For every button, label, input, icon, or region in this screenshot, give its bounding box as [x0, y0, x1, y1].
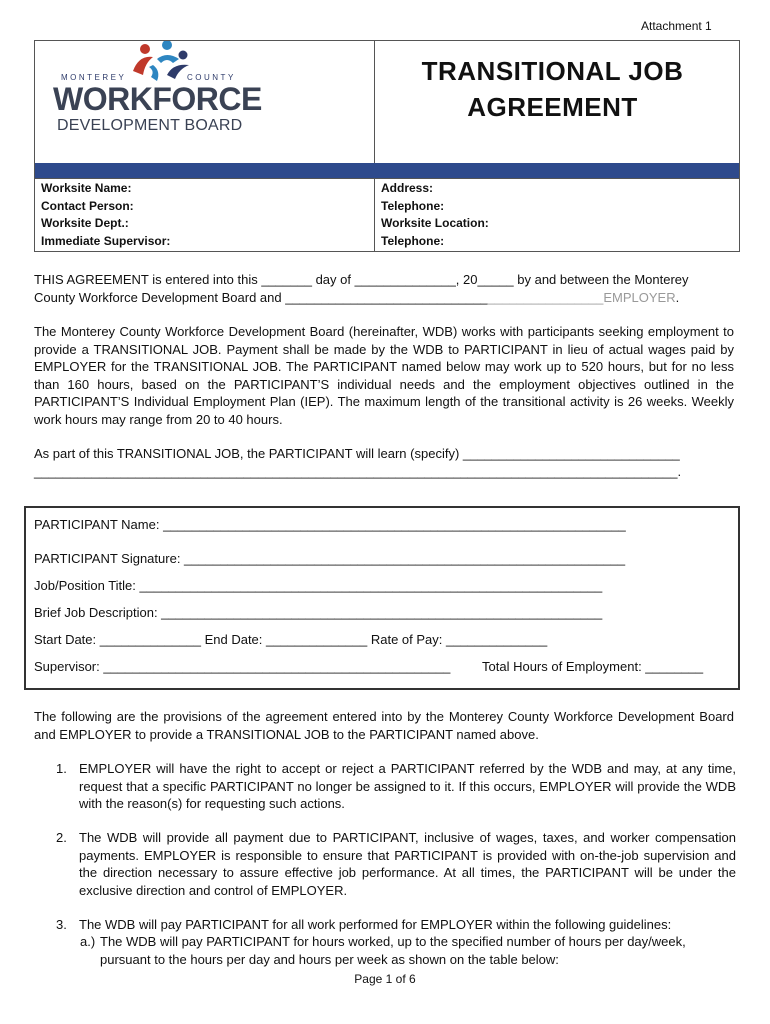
- participant-name-field: PARTICIPANT Name: ________________________________________________________________: [34, 517, 626, 532]
- provisions-intro: The following are the provisions of the agreement entered into by the Monterey County Workforce Development Board and EMPLOYER to provide a TRANSITIONAL JOB to the PARTICIPANT named above.: [34, 709, 734, 742]
- attachment-label: Attachment 1: [641, 19, 712, 33]
- address-label: Address:: [381, 181, 434, 195]
- immediate-supervisor-label: Immediate Supervisor:: [41, 233, 171, 248]
- column-divider: [374, 41, 375, 251]
- supervisor-telephone-label: Telephone:: [381, 233, 445, 248]
- telephone-label: Telephone:: [381, 198, 445, 213]
- provision-2: [56, 829, 736, 899]
- contact-person-label: Contact Person:: [41, 198, 134, 213]
- page-number: Page 1 of 6: [354, 972, 416, 986]
- intro-line-1: THIS AGREEMENT is entered into this _______ day of ______________, 20_____ by and between the Monterey: [34, 272, 689, 287]
- provision-1: [56, 760, 736, 813]
- worksite-location-label: Worksite Location:: [381, 216, 489, 230]
- worksite-dept-label: Worksite Dept.:: [41, 216, 129, 230]
- participant-signature-field: PARTICIPANT Signature: _____________________________________________________________: [34, 551, 626, 566]
- learn-line-1: As part of this TRANSITIONAL JOB, the PARTICIPANT will learn (specify) ______________________________: [34, 446, 680, 461]
- intro-line-2-text: County Workforce Development Board and ____________________________: [34, 289, 488, 305]
- provision-3-number: 3.: [56, 917, 67, 932]
- provision-1-text: EMPLOYER will have the right to accept or reject a PARTICIPANT referred by the WDB and may, at any time, request that a specific PARTICIPANT no longer be assigned to it. If this occurs, EMPLOYER will provide the WDB with the reason(s) for requesting such actions.: [79, 761, 736, 811]
- title-line-1: TRANSITIONAL JOB: [421, 56, 684, 86]
- wdb-logo: [53, 41, 262, 151]
- job-description-field: Brief Job Description: _____________________________________________________________: [34, 605, 603, 620]
- job-title-field: Job/Position Title: ________________________________________________________________: [34, 578, 603, 593]
- supervisor-field: Supervisor: ________________________________________________: [34, 659, 451, 674]
- provision-3a: [80, 933, 736, 968]
- logo-development-board: DEVELOPMENT BOARD: [57, 117, 243, 134]
- provision-3: [56, 916, 736, 934]
- worksite-fields-right: [381, 180, 489, 250]
- provision-3a-number: a.): [80, 934, 96, 949]
- learn-line-2: _________________________________________________________________________________________.: [34, 463, 682, 479]
- provision-3a-text: The WDB will pay PARTICIPANT for hours worked, up to the specified number of hours per day/week, pursuant to the hours per day and hours per week as shown on the table below:: [100, 934, 686, 967]
- intro-line-2: [34, 289, 734, 307]
- learn-paragraph: [34, 445, 734, 480]
- logo-monterey: MONTEREY: [61, 73, 127, 82]
- agreement-intro: [34, 271, 734, 306]
- header-blue-bar: [35, 163, 739, 178]
- total-hours-field: Total Hours of Employment: ________: [482, 659, 704, 674]
- intro-line-2-period: .: [675, 289, 680, 305]
- provision-1-number: 1.: [56, 761, 67, 776]
- logo-workforce: WORKFORCE: [53, 81, 262, 117]
- dates-pay-field: Start Date: ______________ End Date: ______________ Rate of Pay: ______________: [34, 632, 548, 647]
- provision-2-text: The WDB will provide all payment due to PARTICIPANT, inclusive of wages, taxes, and worker compensation payments. EMPLOYER is responsible to ensure that PARTICIPANT is provided with on-the-job supervision and the direction necessary to assure effective job performance. At all times, the PARTICIPANT will be under the exclusive direction and control of EMPLOYER.: [79, 830, 736, 898]
- provision-2-number: 2.: [56, 830, 67, 845]
- wdb-paragraph: The Monterey County Workforce Development Board (hereinafter, WDB) works with participants seeking employment to provide a TRANSITIONAL JOB. Payment shall be made by the WDB to PARTICIPANT in lieu of actual wages paid by EMPLOYER for the TRANSITIONAL JOB. The PARTICIPANT named below may work up to 520 hours, but for no less than 160 hours, based on the PARTICIPANT’S individual needs and the employment objectives outlined in the PARTICIPANT’S Individual Employment Plan (IEP). The maximum length of the transitional activity is 26 weeks. Weekly work hours may range from 20 to 40 hours.: [34, 324, 734, 427]
- document-title: [380, 53, 725, 125]
- worksite-name-label: Worksite Name:: [41, 181, 132, 195]
- header-table: [34, 40, 740, 252]
- provision-3-text: The WDB will pay PARTICIPANT for all work performed for EMPLOYER within the following guidelines:: [79, 917, 672, 932]
- logo-county: COUNTY: [187, 73, 236, 82]
- title-line-2: AGREEMENT: [467, 92, 638, 122]
- row-divider: [35, 178, 739, 179]
- worksite-fields-left: [41, 180, 170, 250]
- employer-blank: ________________EMPLOYER: [487, 289, 676, 305]
